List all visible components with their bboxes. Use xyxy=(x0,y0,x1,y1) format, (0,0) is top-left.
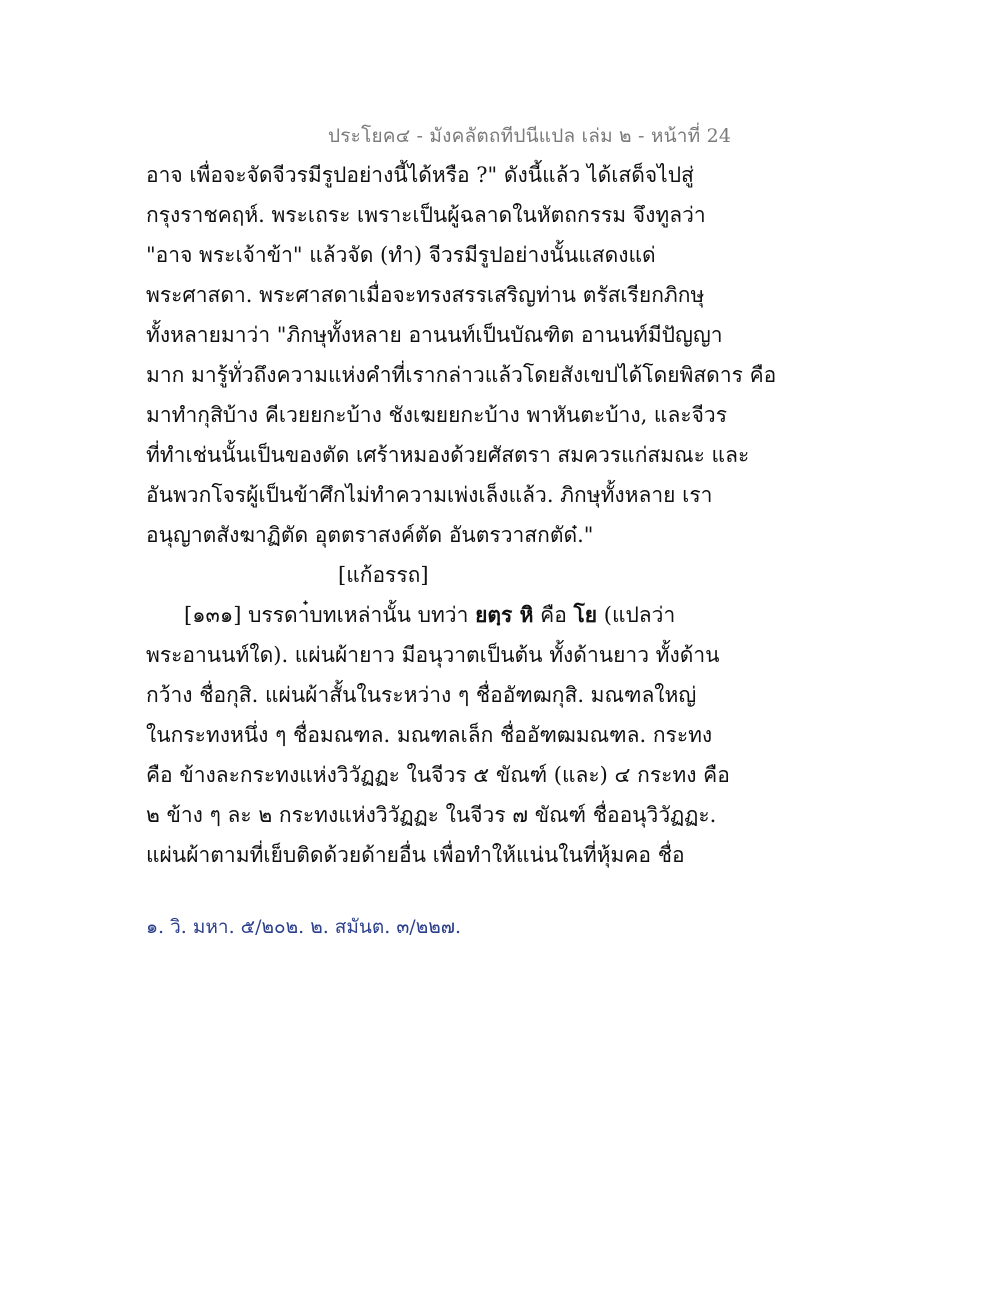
text-line: อาจ เพื่อจะจัดจีวรมีรูปอย่างนี้ได้หรือ ?" ดังนี้แล้ว ได้เสด็จไปสู่ xyxy=(146,163,694,187)
text-line: กรุงราชคฤห์. พระเถระ เพราะเป็นผู้ฉลาดในหัตถกรรม จึงทูลว่า xyxy=(146,203,706,227)
paragraph-start-text: [๑๓๑] บรรดา๋บทเหล่านั้น บทว่า xyxy=(184,603,476,627)
text-line: ในกระทงหนึ่ง ๆ ชื่อมณฑล. มณฑลเล็ก ชื่ออัฑฒมณฑล. กระทง xyxy=(146,723,713,747)
page-header: ประโยค๔ - มังคลัตถทีปนีแปล เล่ม ๒ - หน้าที่ 24 xyxy=(328,125,732,147)
section-heading: [แก้อรรถ] xyxy=(338,563,429,587)
text-line: "อาจ พระเจ้าข้า" แล้วจัด (ทำ) จีวรมีรูปอย่างนั้นแสดงแด่ xyxy=(146,243,656,267)
paragraph-start xyxy=(146,595,726,635)
paragraph-mid-text: คือ xyxy=(533,603,574,627)
text-line: พระอานนท์ใด). แผ่นผ้ายาว มีอนุวาตเป็นต้น ทั้งด้านยาว ทั้งด้าน xyxy=(146,643,720,667)
bold-term: ยตฺร หิ xyxy=(475,602,534,627)
text-line: ๒ ข้าง ๆ ละ ๒ กระทงแห่งวิวัฏฏะ ในจีวร ๗ ขัณฑ์ ชื่ออนุวิวัฏฏะ. xyxy=(146,803,717,827)
text-line: มาทำกุสิบ้าง คีเวยยกะบ้าง ชังเฆยยกะบ้าง พาหันตะบ้าง, และจีวร xyxy=(146,403,727,427)
text-line: แผ่นผ้าตามที่เย็บติดด้วยด้ายอื่น เพื่อทำให้แน่นในที่หุ้มคอ ชื่อ xyxy=(146,843,685,867)
text-line: อนุญาตสังฆาฏิตัด อุตตราสงค์ตัด อันตรวาสกตัด๋." xyxy=(146,523,594,547)
text-line: ที่ทำเช่นนั้นเป็นของตัด เศร้าหมองด้วยศัสตรา สมควรแก่สมณะ และ xyxy=(146,443,750,467)
text-line: พระศาสดา. พระศาสดาเมื่อจะทรงสรรเสริญท่าน ตรัสเรียกภิกษุ xyxy=(146,283,705,307)
text-line: มาก มารู้ทั่วถึงความแห่งคำที่เรากล่าวแล้วโดยสังเขปได้โดยพิสดาร คือ xyxy=(146,363,777,387)
bold-term: โย xyxy=(573,602,598,627)
text-line: กว้าง ชื่อกุสิ. แผ่นผ้าสั้นในระหว่าง ๆ ชื่ออัฑฒกุสิ. มณฑลใหญ่ xyxy=(146,683,697,707)
text-line: ทั้งหลายมาว่า "ภิกษุทั้งหลาย อานนท์เป็นบัณฑิต อานนท์มีปัญญา xyxy=(146,323,723,347)
paragraph-end-text: (แปลว่า xyxy=(597,603,676,627)
body-text xyxy=(146,155,777,875)
text-line: คือ ข้างละกระทงแห่งวิวัฏฏะ ในจีวร ๕ ขัณฑ์ (และ) ๔ กระทง คือ xyxy=(146,763,730,787)
footnote: ๑. วิ. มหา. ๕/๒๐๒. ๒. สมันต. ๓/๒๒๗. xyxy=(146,916,462,938)
text-line: อันพวกโจรผู้เป็นข้าศึกไม่ทำความเพ่งเล็งแล้ว. ภิกษุทั้งหลาย เรา xyxy=(146,483,713,507)
